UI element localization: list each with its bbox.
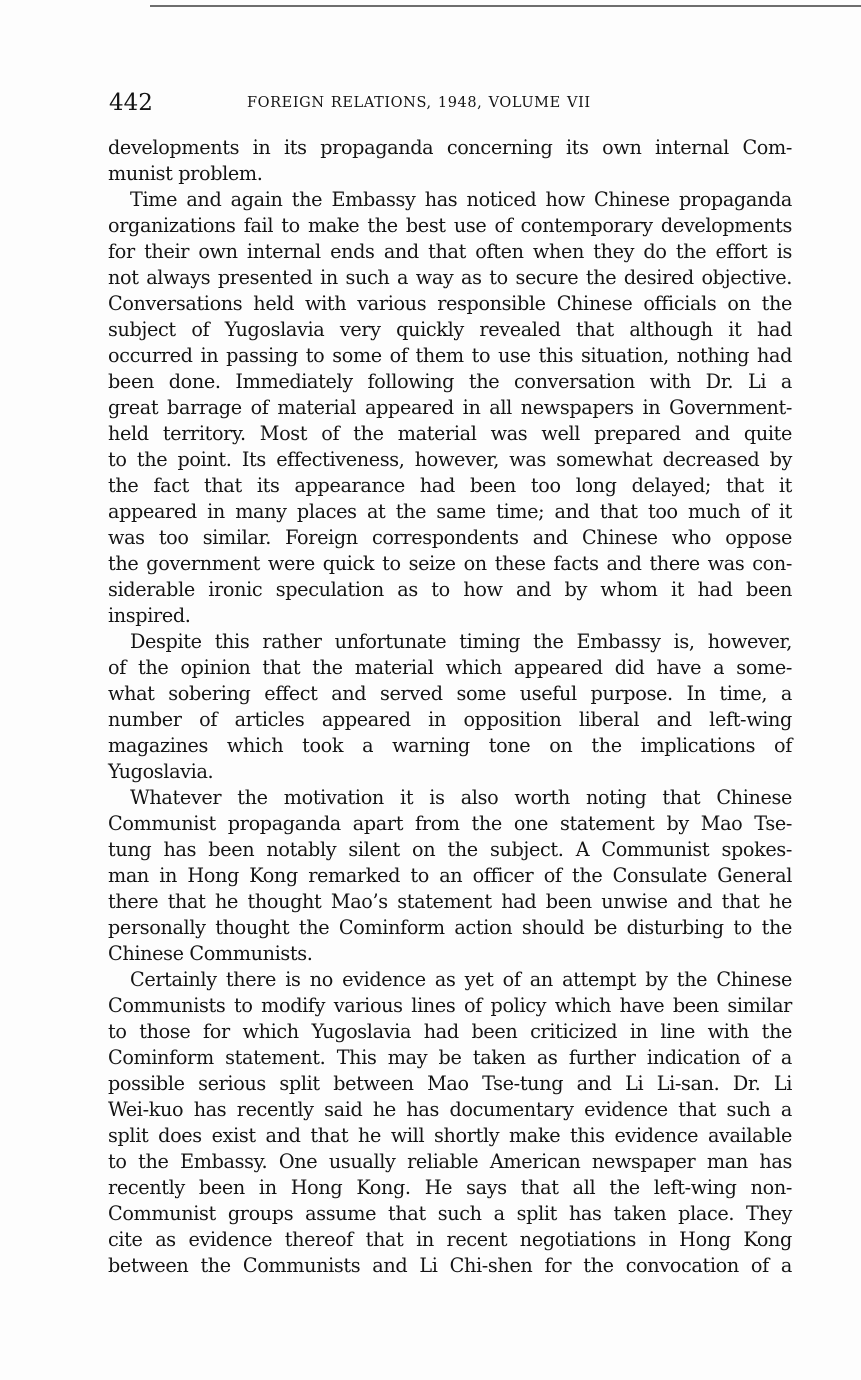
running-head: FOREIGN RELATIONS, 1948, VOLUME VII: [247, 95, 591, 111]
text-line: munist problem.: [108, 162, 263, 185]
text-line: cite as evidence thereof that in recent negotiations in Hong Kong: [108, 1228, 792, 1251]
text-line: inspired.: [108, 604, 191, 627]
text-line: occurred in passing to some of them to use this situation, nothing had: [108, 344, 792, 367]
text-line: Time and again the Embassy has noticed how Chinese propaganda: [130, 188, 792, 211]
text-line: number of articles appeared in opposition liberal and left-wing: [108, 708, 792, 731]
text-line: magazines which took a warning tone on the implications of: [108, 734, 792, 757]
text-line: to those for which Yugoslavia had been criticized in line with the: [108, 1020, 792, 1043]
paragraph: [108, 187, 792, 629]
text-line: to the Embassy. One usually reliable American newspaper man has: [108, 1150, 792, 1173]
text-line: the government were quick to seize on these facts and there was con-: [108, 552, 792, 575]
page-number: 442: [109, 90, 153, 116]
text-line: between the Communists and Li Chi-shen for the convocation of a: [108, 1254, 792, 1277]
text-line: Communist propaganda apart from the one statement by Mao Tse-: [108, 812, 792, 835]
text-line: personally thought the Cominform action should be disturbing to the: [108, 916, 792, 939]
text-line: Wei-kuo has recently said he has documentary evidence that such a: [108, 1098, 792, 1121]
text-line: Conversations held with various responsible Chinese officials on the: [108, 292, 792, 315]
text-line: appeared in many places at the same time; and that too much of it: [108, 500, 792, 523]
text-line: Despite this rather unfortunate timing the Embassy is, however,: [130, 630, 792, 653]
text-line: possible serious split between Mao Tse-tung and Li Li-san. Dr. Li: [108, 1072, 792, 1095]
text-line: Whatever the motivation it is also worth noting that Chinese: [130, 786, 792, 809]
text-line: Yugoslavia.: [108, 760, 214, 783]
text-line: split does exist and that he will shortly make this evidence available: [108, 1124, 792, 1147]
paragraph: [108, 135, 792, 187]
text-line: great barrage of material appeared in all newspapers in Government-: [108, 396, 792, 419]
text-line: Certainly there is no evidence as yet of an attempt by the Chinese: [130, 968, 792, 991]
text-line: Communists to modify various lines of policy which have been similar: [108, 994, 792, 1017]
text-line: to the point. Its effectiveness, however, was somewhat decreased by: [108, 448, 792, 471]
text-line: what sobering effect and served some useful purpose. In time, a: [108, 682, 792, 705]
text-line: held territory. Most of the material was well prepared and quite: [108, 422, 792, 445]
text-line: for their own internal ends and that often when they do the effort is: [108, 240, 792, 263]
text-line: Cominform statement. This may be taken as further indication of a: [108, 1046, 792, 1069]
page-header: [109, 88, 793, 118]
text-line: tung has been notably silent on the subject. A Communist spokes-: [108, 838, 792, 861]
text-line: there that he thought Mao’s statement had been unwise and that he: [108, 890, 792, 913]
text-line: was too similar. Foreign correspondents and Chinese who oppose: [108, 526, 792, 549]
text-line: of the opinion that the material which appeared did have a some-: [108, 656, 792, 679]
text-line: man in Hong Kong remarked to an officer of the Consulate General: [108, 864, 792, 887]
text-line: organizations fail to make the best use of contemporary developments: [108, 214, 792, 237]
body-text: [108, 135, 792, 1279]
top-edge-rule: [150, 5, 861, 7]
text-line: siderable ironic speculation as to how and by whom it had been: [108, 578, 792, 601]
paragraph: [108, 967, 792, 1279]
paragraph: [108, 629, 792, 785]
text-line: recently been in Hong Kong. He says that all the left-wing non-: [108, 1176, 792, 1199]
paragraph: [108, 785, 792, 967]
text-line: developments in its propaganda concerning its own internal Com-: [108, 136, 792, 159]
text-line: been done. Immediately following the conversation with Dr. Li a: [108, 370, 792, 393]
text-line: Communist groups assume that such a split has taken place. They: [108, 1202, 792, 1225]
text-line: Chinese Communists.: [108, 942, 313, 965]
text-line: not always presented in such a way as to secure the desired objective.: [108, 266, 792, 289]
text-line: the fact that its appearance had been too long delayed; that it: [108, 474, 792, 497]
text-line: subject of Yugoslavia very quickly revealed that although it had: [108, 318, 792, 341]
